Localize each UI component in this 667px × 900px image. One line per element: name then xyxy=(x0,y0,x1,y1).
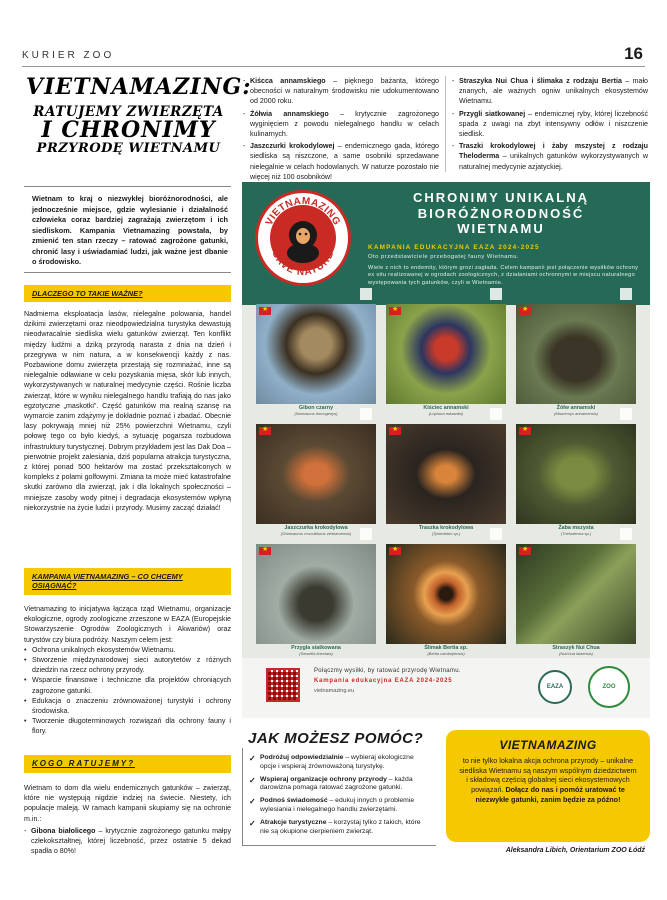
column-divider xyxy=(445,76,446,172)
status-badge-icon xyxy=(490,528,502,540)
help-list xyxy=(243,748,436,837)
svg-text:SAVE NATURE xyxy=(269,249,336,278)
animal-name: Traszka krokodylowa xyxy=(418,525,474,531)
animal-photo xyxy=(516,424,636,524)
animal-latin: (Lophura edwardsi) xyxy=(428,411,464,416)
animal-photo xyxy=(386,544,506,644)
seal-bottom-text: SAVE NATURE xyxy=(269,249,337,279)
animal-photo xyxy=(256,544,376,644)
headline-line-4: PRZYRODĘ WIETNAMU xyxy=(36,141,221,157)
animal-name: Straszyk Nui Chua xyxy=(552,645,600,651)
lead-divider-top xyxy=(24,186,231,187)
section-why-title: DLACZEGO TO TAKIE WAŻNE? xyxy=(32,289,143,298)
section-goals-text xyxy=(24,604,231,737)
animal-photo xyxy=(516,544,636,644)
zoo-logo: ZOO xyxy=(588,666,630,708)
poster-subtitle: Oto przedstawiciele przebogatej fauny Wietnamu. xyxy=(368,254,520,260)
help-item: ✓ Atrakcje turystyczne – korzystaj tylko z takich, które nie są okupione cierpieniem zwierząt. xyxy=(249,819,428,837)
goal-item: • Tworzenie długoterminowych rozwiązań dla ochrony fauny i flory. xyxy=(24,716,231,736)
animal-latin: (Sewellia lineolata) xyxy=(299,651,333,656)
animal-name: Gibon czarny xyxy=(298,405,334,411)
species-item: - Traszki krokodylowej i żaby mszystej z rodzaju Theloderma – unikalnych gatunków wykorzystywanych w naturalnej medycynie azjatyckiej. xyxy=(452,141,648,172)
magazine-name: KURIER ZOO xyxy=(22,50,115,61)
species-item: - Przygli siatkowanej – endemicznej ryby, której liczebność spada z uwagi na zbyt intensywny odłów i niszczenie siedlisk. xyxy=(452,109,648,140)
animal-photo xyxy=(386,304,506,404)
poster-title-line: CHRONIMY UNIKALNĄ xyxy=(412,190,590,205)
author-credit: Aleksandra Libich, Orientarium ZOO Łódź xyxy=(505,847,645,854)
species-item: - Jaszczurki krokodylowej – endemicznego gada, którego siedliska są niszczone, a same osobniki sprzedawane nielegalnie w celach hodowlanych. W naturze pozostało nie więcej niż 100 osobników! xyxy=(243,141,439,182)
page-number: 16 xyxy=(624,44,643,63)
goals-intro: Vietnamazing to inicjatywa łącząca rząd Wietnamu, organizacje ekologiczne, ogrody zoologiczne zrzeszone w EAZA (Europejskie Stowarzyszenie Ogrodów Zoologicznych i Akwariów) oraz turystów czy biura podróży. Naszym celem jest: xyxy=(24,605,231,644)
vietnam-flag-icon xyxy=(389,547,401,555)
help-item: ✓ Podróżuj odpowiedzialnie – wybieraj ekologiczne opcje i wspieraj zrównoważoną turystykę. xyxy=(249,754,428,772)
lead-paragraph: Wietnam to kraj o niezwykłej bioróżnorodności, ale jednocześnie miejsce, gdzie wylesianie i działalność człowieka coraz bardziej zagrażają zwierzętom i ich siedliskom. Kampania Vietnamazing powstała, by zmienić ten stan rzeczy – ratować zagrożone gatunki, chronić lasy i uświadamiać ludzi, jak ważne jest dbanie o środowisko. xyxy=(32,194,228,267)
poster-title xyxy=(367,190,635,237)
poster-campaign: KAMPANIA EDUKACYJNA EAZA 2024-2025 xyxy=(368,244,540,251)
vietnam-flag-icon xyxy=(389,427,401,435)
animal-latin: (Tylototriton sp.) xyxy=(431,531,461,536)
animal-latin: (Shinisaurus crocodilurus vietnamensis) xyxy=(280,531,352,536)
goals-list xyxy=(24,645,231,737)
animal-name: Żółw annamski xyxy=(556,405,596,411)
status-badge-icon xyxy=(360,528,372,540)
animal-name: Jaszczurka krokodylowa xyxy=(284,525,348,531)
top-divider xyxy=(22,66,645,67)
animal-name: Ślimak Bertia sp. xyxy=(424,645,468,651)
goal-item: • Edukacja o znaczeniu zrównoważonej turystyki i ochrony środowiska. xyxy=(24,696,231,716)
qr-code-icon[interactable] xyxy=(266,668,300,702)
animal-latin: (Mauremys annamensis) xyxy=(553,411,598,416)
poster-header xyxy=(242,182,650,305)
status-badge-icon xyxy=(620,288,632,300)
section-goals-title: KAMPANIA VIETNAMAZING – CO CHCEMY OSIĄGNĄĆ? xyxy=(32,572,183,591)
vietnam-flag-icon xyxy=(519,547,531,555)
section-who-text xyxy=(24,783,231,858)
lead-divider-bottom xyxy=(24,272,231,273)
goal-item: • Ochrona unikalnych ekosystemów Wietnamu. xyxy=(24,645,231,655)
species-list-b xyxy=(243,76,439,184)
species-list-a xyxy=(24,826,231,857)
save-nature-seal xyxy=(255,190,351,286)
animal-name: Kiściec annamski xyxy=(423,405,469,411)
animal-photo xyxy=(256,424,376,524)
animal-latin: (Nomascus leucogenys) xyxy=(294,411,338,416)
vietnam-flag-icon xyxy=(259,547,271,555)
headline-line-1: VIETNAMAZING: xyxy=(26,74,252,100)
section-who-heading xyxy=(24,755,231,773)
status-badge-icon xyxy=(490,408,502,420)
goal-item: • Stworzenie międzynarodowej sieci autorytetów z różnych dziedzin na rzecz ochrony przyrody. xyxy=(24,655,231,675)
headline-line-3: I CHRONIMY xyxy=(41,117,216,144)
status-badge-icon xyxy=(360,288,372,300)
species-item: - Straszyka Nui Chua i ślimaka z rodzaju Bertia – mało znanych, ale ważnych ogniw unikalnych ekosystemów Wietnamu. xyxy=(452,76,648,107)
headline-line-2: RATUJEMY ZWIERZĘTA xyxy=(33,104,224,121)
svg-text:VIETNAMAZING xyxy=(264,196,342,228)
vietnamazing-box-title: VIETNAMAZING xyxy=(499,738,597,752)
seal-top-text: VIETNAMAZING xyxy=(263,195,343,228)
species-item: - Kiścca annamskiego – pięknego bażanta, którego obecności w naturalnym środowisku nie udokumentowano od 2000 roku. xyxy=(243,76,439,107)
help-title: JAK MOŻESZ POMÓC? xyxy=(248,730,424,747)
help-box xyxy=(242,748,436,846)
who-intro: Wietnam to dom dla wielu endemicznych gatunków – zwierząt, które nie występują nigdzie indziej na świecie. Niestety, ich populacje maleją. W ramach kampanii skupiamy się na ochronie m.in.: xyxy=(24,784,231,823)
status-badge-icon xyxy=(490,288,502,300)
goal-item: • Wsparcie finansowe i techniczne dla projektów chroniących zagrożone gatunki. xyxy=(24,675,231,695)
animal-name: Żaba mszysta xyxy=(558,525,594,531)
headline xyxy=(26,74,252,157)
poster-footer-slogan: Połączmy wysiłki, by ratować przyrodę Wietnamu. xyxy=(314,668,461,674)
species-list-c xyxy=(452,76,648,174)
species-item: - Żółwia annamskiego – krytycznie zagrożonego wyginięciem z powodu nielegalnego handlu w celach kulinarnych. xyxy=(243,109,439,140)
animal-photo xyxy=(386,424,506,524)
poster-footer xyxy=(242,658,650,718)
animal-latin: (Bertia cambojiensis) xyxy=(427,651,465,656)
vietnamazing-box-text: to nie tylko lokalna akcja ochrona przyrody – unikalne siedliska Wietnamu są naszym wspólnym dziedzictwem i składową częścią globalnej sieci ekosystemowych powiązań. Dołącz do nas i pomóż uratować te niezwykłe gatunki, zanim będzie za późno! xyxy=(459,756,637,804)
vietnamazing-box xyxy=(446,730,650,842)
animal-photo xyxy=(256,304,376,404)
poster-title-line: BIORÓŻNORODNOŚĆ xyxy=(417,205,585,221)
eaza-logo: EAZA xyxy=(538,670,572,704)
help-item: ✓ Wspieraj organizacje ochrony przyrody – każda darowizna pomaga ratować zagrożone gatunki. xyxy=(249,776,428,794)
species-item: - Gibona białolicego – krytycznie zagrożonego gatunku małpy człekokształtnej, której liczebność, przez ostatnie 5 dekad spadła o 80%! xyxy=(24,826,231,857)
vietnam-flag-icon xyxy=(259,427,271,435)
help-item: ✓ Podnoś świadomość – edukuj innych o problemie wylesiania i nielegalnego handlu zwierzętami. xyxy=(249,797,428,815)
vietnam-flag-icon xyxy=(519,307,531,315)
poster-title-line: WIETNAMU xyxy=(457,221,545,237)
status-badge-icon xyxy=(360,408,372,420)
animal-latin: (Theloderma sp.) xyxy=(560,531,592,536)
animal-name: Przygla siatkowana xyxy=(291,645,341,651)
section-why-text: Nadmierna eksploatacja lasów, nielegalne polowania, handel dzikimi zwierzętami oraz nieodpowiedzialna turystyka dewastują nieodwracalnie siedliska wielu gatunków zwierząt. Ten konflikt między ludźmi a dziką przyrodą narasta z dnia na dzień i przegrywa w nim natura, a w konsekwencji każdy z nas. Pozbawione domu zwierzęta przestają się rozmnażać, inne są nielegalnie odławiane w celu pozyskania mięsa, skór lub innych, wykorzystywanych w naturalnej medycynie części. Rośnie liczba zwierząt, które w wyniku nielegalnego handlu trafiają do nas jako egzotyczne „maskotki”. Część gatunków ma realną szansę na wymarcie zanim zdążymy je dokładnie poznać i zbadać. Obecnie lasy pokrywają mniej niż 25% powierzchni Wietnamu, czyli połowę tego co było kiedyś, a sytuację pogarsza rozbudowa infrastruktury turystycznej. Dobrym przykładem jest las Dak Doa – pierwotnie projekt zalesiania, dziś popularna atrakcja turystyczna, z której ponad 500 hektarów ma zostać przekształconych w kompleks z polami golfowymi. Zmiana ta może mieć katastrofalne skutki zarówno dla zwierząt, jak i dla lokalnych społeczności – mniejsze zasoby wody pitnej i degradacja ekosystemów wpłyną niekorzystnie na życie ludzi i przyrody. Musimy zacząć działać! xyxy=(24,310,231,512)
status-badge-icon xyxy=(620,528,632,540)
campaign-poster xyxy=(242,182,650,718)
status-badge-icon xyxy=(620,408,632,420)
section-goals-heading xyxy=(24,568,231,595)
vietnam-flag-icon xyxy=(259,307,271,315)
vietnam-flag-icon xyxy=(389,307,401,315)
poster-footer-url[interactable]: vietnamazing.eu xyxy=(314,688,355,694)
section-why-heading xyxy=(24,285,231,302)
poster-description: Wiele z nich to endemity, którym grozi zagłada. Celem kampanii jest połączenie wysiłków ochrony ex situ realizowanej w ogrodach zoologicznych, z działaniami ochronnymi w miejscu naturalnego występowania tych gatunków, czyli w Wietnamie. xyxy=(368,265,639,286)
animal-photo xyxy=(516,304,636,404)
poster-footer-campaign: Kampania edukacyjna EAZA 2024-2025 xyxy=(314,678,453,684)
animal-latin: (Nuichua lalaensis) xyxy=(558,651,593,656)
section-who-title: KOGO RATUJEMY? xyxy=(32,759,135,768)
vietnam-flag-icon xyxy=(519,427,531,435)
